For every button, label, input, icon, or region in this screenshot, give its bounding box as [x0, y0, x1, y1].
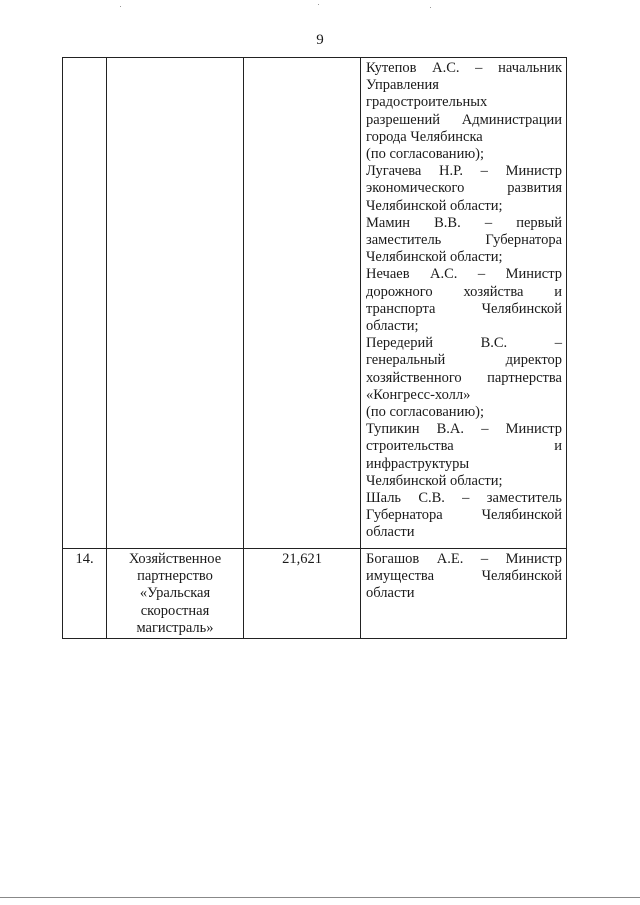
members-line: города Челябинска — [366, 128, 483, 145]
scan-speck — [430, 7, 431, 8]
members-line: заместитель Губернатора — [366, 232, 562, 249]
members-line: транспорта Челябинской — [366, 300, 562, 317]
members-line: строительства и — [366, 438, 562, 455]
members-line: разрешений Администрации — [366, 111, 562, 128]
document-table — [62, 57, 567, 639]
members-line: имущества Челябинской — [366, 568, 562, 585]
members-line: Лугачева Н.Р. – Министр — [366, 163, 562, 180]
table-row — [63, 549, 567, 639]
cell-number — [63, 58, 107, 549]
members-line: генеральный директор — [366, 352, 562, 369]
members-line: Мамин В.В. – первый — [366, 214, 562, 231]
members-line: дорожного хозяйства и — [366, 283, 562, 300]
members-line: градостроительных — [366, 94, 488, 111]
cell-number: 14. — [63, 549, 107, 639]
members-line: Нечаев А.С. – Министр — [366, 266, 562, 283]
members-line: инфраструктуры — [366, 455, 470, 472]
members-line: (по согласованию); — [366, 404, 485, 421]
cell-members — [361, 58, 567, 549]
cell-organization: Хозяйственное партнерство «Уральская скоростная магистраль» — [107, 549, 244, 639]
members-line: Челябинской области; — [366, 472, 503, 489]
members-line: области — [366, 585, 415, 602]
cell-members — [361, 549, 567, 639]
members-line: Тупикин В.А. – Министр — [366, 421, 562, 438]
cell-value — [244, 58, 361, 549]
members-line: области — [366, 524, 415, 541]
members-line: области; — [366, 318, 419, 335]
table-row — [63, 58, 567, 549]
page-number: 9 — [316, 32, 324, 48]
scan-speck — [120, 6, 121, 7]
members-line: экономического развития — [366, 180, 562, 197]
members-line: «Конгресс-холл» — [366, 386, 471, 403]
scan-speck — [318, 4, 319, 5]
members-line: Губернатора Челябинской — [366, 507, 562, 524]
members-line: Челябинской области; — [366, 197, 503, 214]
members-line: Челябинской области; — [366, 249, 503, 266]
members-line: Богашов А.Е. – Министр — [366, 551, 562, 567]
members-line: Управления — [366, 77, 439, 94]
members-line: хозяйственного партнерства — [366, 369, 562, 386]
members-line: Шаль С.В. – заместитель — [366, 490, 562, 507]
members-line: Кутепов А.С. – начальник — [366, 60, 562, 76]
members-line: Передерий В.С. – — [366, 335, 562, 352]
cell-value: 21,621 — [244, 549, 361, 639]
cell-organization — [107, 58, 244, 549]
scan-edge-line — [0, 897, 640, 898]
members-line: (по согласованию); — [366, 146, 485, 163]
